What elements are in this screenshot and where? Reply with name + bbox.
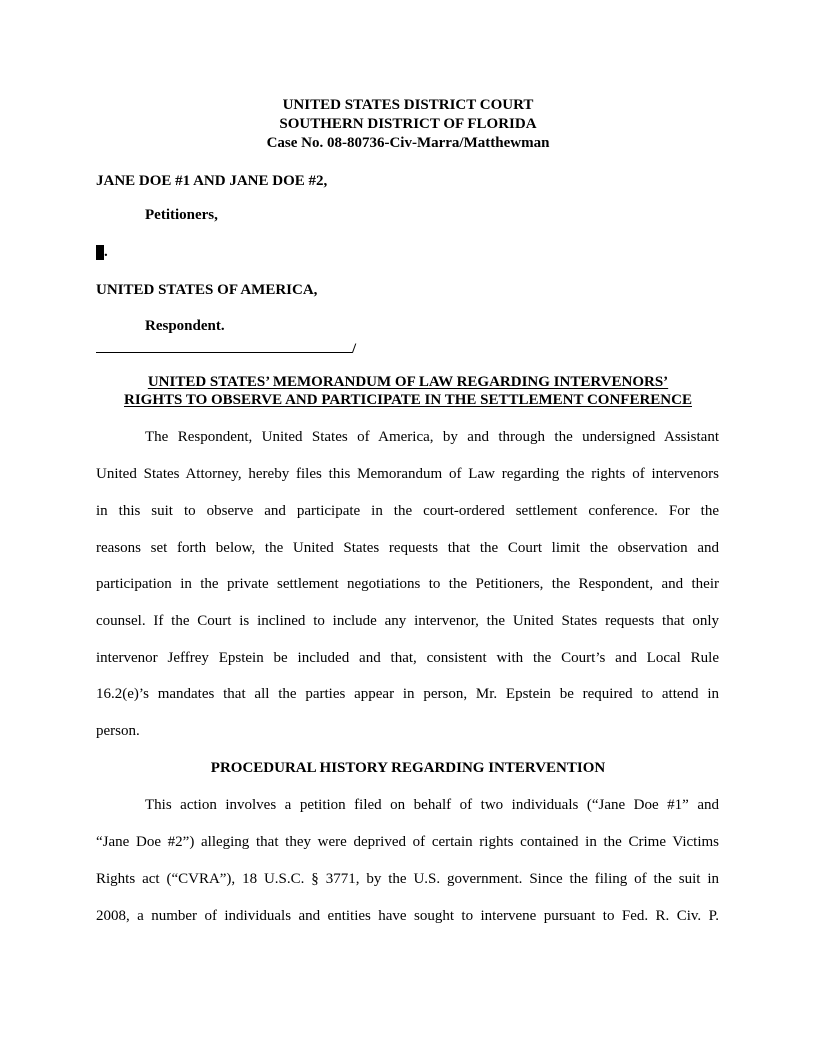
- section-heading: PROCEDURAL HISTORY REGARDING INTERVENTION: [210, 760, 606, 776]
- memo-title-line-1: UNITED STATES’ MEMORANDUM OF LAW REGARDING INTERVENORS’: [147, 374, 669, 390]
- intro-line-9: person.: [96, 723, 140, 739]
- history-line-1: This action involves a petition filed on behalf of two individuals (“Jane Doe #1” and: [145, 797, 719, 813]
- intro-line-8: 16.2(e)’s mandates that all the parties appear in person, Mr. Epstein be required to attend in: [96, 686, 719, 702]
- redaction-block: [96, 245, 104, 260]
- petitioners-party: JANE DOE #1 AND JANE DOE #2,: [96, 173, 328, 189]
- intro-line-7: intervenor Jeffrey Epstein be included and that, consistent with the Court’s and Local Rule: [96, 650, 719, 666]
- memo-title-line-2: RIGHTS TO OBSERVE AND PARTICIPATE IN THE SETTLEMENT CONFERENCE: [124, 392, 692, 408]
- respondent-role: Respondent.: [145, 318, 225, 334]
- caption-rule-end: /: [352, 341, 357, 357]
- district-name: SOUTHERN DISTRICT OF FLORIDA: [279, 116, 537, 132]
- intro-line-3: in this suit to observe and participate in the court-ordered settlement conference. For the: [96, 503, 719, 519]
- history-line-2: “Jane Doe #2”) alleging that they were deprived of certain rights contained in the Crime Victims: [96, 834, 719, 850]
- intro-line-1: The Respondent, United States of America, by and through the undersigned Assistant: [145, 429, 719, 445]
- case-number: Case No. 08-80736-Civ-Marra/Matthewman: [266, 135, 550, 151]
- caption-rule-line: [96, 339, 352, 353]
- history-line-3: Rights act (“CVRA”), 18 U.S.C. § 3771, by the U.S. government. Since the filing of the suit in: [96, 871, 719, 887]
- intro-line-4: reasons set forth below, the United States requests that the Court limit the observation and: [96, 540, 719, 556]
- court-name: UNITED STATES DISTRICT COURT: [282, 97, 534, 113]
- versus-suffix: .: [104, 244, 108, 260]
- intro-line-5: participation in the private settlement negotiations to the Petitioners, the Respondent, and their: [96, 576, 719, 592]
- intro-line-2: United States Attorney, hereby files this Memorandum of Law regarding the rights of intervenors: [96, 466, 719, 482]
- petitioners-role: Petitioners,: [145, 207, 218, 223]
- history-line-4: 2008, a number of individuals and entities have sought to intervene pursuant to Fed. R. Civ. P.: [96, 908, 719, 924]
- caption-rule: [96, 339, 356, 358]
- respondent-party: UNITED STATES OF AMERICA,: [96, 282, 318, 298]
- intro-line-6: counsel. If the Court is inclined to include any intervenor, the United States requests that only: [96, 613, 719, 629]
